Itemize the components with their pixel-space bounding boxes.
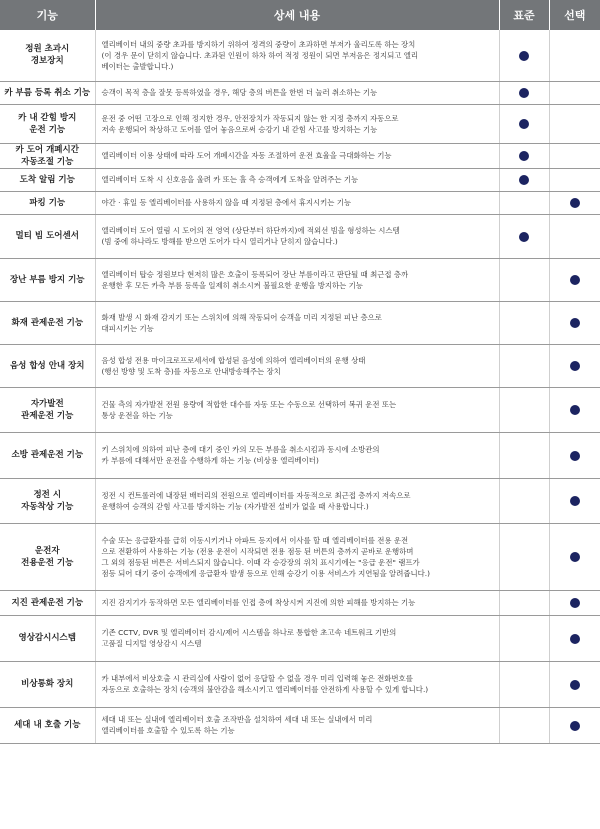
feature-name: 세대 내 호출 기능 [0, 707, 95, 743]
feature-name: 도착 알림 기능 [0, 168, 95, 191]
option-cell [549, 707, 600, 743]
standard-cell [499, 615, 549, 661]
option-cell [549, 590, 600, 615]
standard-cell [499, 478, 549, 523]
table-row [0, 30, 600, 81]
standard-dot-icon [519, 232, 529, 242]
option-cell [549, 661, 600, 707]
standard-cell [499, 523, 549, 590]
option-cell [549, 615, 600, 661]
feature-name: 비상통화 장치 [0, 661, 95, 707]
standard-cell [499, 432, 549, 478]
table-row [0, 143, 600, 168]
standard-cell [499, 258, 549, 301]
table-row [0, 661, 600, 707]
empty-cell [519, 198, 529, 208]
option-cell [549, 301, 600, 344]
table-row [0, 615, 600, 661]
table-row [0, 81, 600, 104]
feature-name: 카 내 갇힘 방지 운전 기능 [0, 104, 95, 143]
table-row [0, 523, 600, 590]
feature-description: 운전 중 어떤 고장으로 인해 정지한 경우, 안전장치가 작동되지 않는 한 지정 층까지 자동으로 저속 운행되어 착상하고 도어를 열어 놓음으로써 승강기 내 갇힘 사고를 방지하는 기능 [95, 104, 499, 143]
empty-cell [519, 451, 529, 461]
feature-name: 카 도어 개폐시간 자동조절 기능 [0, 143, 95, 168]
empty-cell [519, 496, 529, 506]
feature-name: 멀티 빔 도어센서 [0, 214, 95, 258]
feature-name: 소방 관제운전 기능 [0, 432, 95, 478]
empty-cell [570, 175, 580, 185]
feature-description: 야간 · 휴일 등 엘리베이터를 사용하지 않을 때 지정된 층에서 휴지시키는 기능 [95, 191, 499, 214]
feature-description: 세대 내 또는 실내에 엘리베이터 호출 조작반을 설치하여 세대 내 또는 실내에서 미리 엘리베이터를 호출할 수 있도록 하는 기능 [95, 707, 499, 743]
option-dot-icon [570, 361, 580, 371]
feature-description: 카 내부에서 비상호출 시 관리실에 사람이 없어 응답할 수 없을 경우 미리 입력해 놓은 전화번호를 자동으로 호출하는 장치 (승객의 불안감을 해소시키고 엘리베이터를 안전하게 사용할 수 있게 합니다.) [95, 661, 499, 707]
table-row [0, 387, 600, 432]
option-cell [549, 143, 600, 168]
table-row [0, 707, 600, 743]
option-dot-icon [570, 451, 580, 461]
feature-name: 화재 관제운전 기능 [0, 301, 95, 344]
empty-cell [570, 151, 580, 161]
empty-cell [519, 405, 529, 415]
table-row [0, 168, 600, 191]
standard-cell [499, 214, 549, 258]
feature-description: 엘리베이터 이용 상태에 따라 도어 개폐시간을 자동 조절하여 운전 효율을 극대화하는 기능 [95, 143, 499, 168]
feature-name: 영상감시시스템 [0, 615, 95, 661]
feature-description: 엘리베이터 도착 시 신호음을 울려 카 또는 홀 측 승객에게 도착을 알려주는 기능 [95, 168, 499, 191]
empty-cell [570, 51, 580, 61]
feature-name: 장난 부름 방지 기능 [0, 258, 95, 301]
feature-name: 운전자 전용운전 기능 [0, 523, 95, 590]
standard-cell [499, 707, 549, 743]
empty-cell [519, 634, 529, 644]
empty-cell [519, 680, 529, 690]
empty-cell [519, 552, 529, 562]
option-dot-icon [570, 405, 580, 415]
feature-name: 파킹 기능 [0, 191, 95, 214]
empty-cell [519, 721, 529, 731]
standard-cell [499, 191, 549, 214]
option-cell [549, 478, 600, 523]
table-row [0, 191, 600, 214]
feature-description: 지진 감지기가 동작하면 모든 엘리베이터를 인접 층에 착상시켜 지진에 의한 피해를 방지하는 기능 [95, 590, 499, 615]
standard-cell [499, 301, 549, 344]
standard-dot-icon [519, 175, 529, 185]
standard-cell [499, 168, 549, 191]
standard-cell [499, 661, 549, 707]
option-cell [549, 432, 600, 478]
table-row [0, 258, 600, 301]
empty-cell [519, 598, 529, 608]
table-row [0, 344, 600, 387]
standard-dot-icon [519, 119, 529, 129]
standard-cell [499, 344, 549, 387]
feature-description: 엘리베이터 도어 열림 시 도어의 전 영역 (상단부터 하단까지)에 적외선 빔을 형성하는 시스템 (빔 중에 하나라도 방해를 받으면 도어가 다시 열리거나 닫히지 않습니다.) [95, 214, 499, 258]
option-cell [549, 191, 600, 214]
feature-description: 승객이 목적 층을 잘못 등록하였을 경우, 해당 층의 버튼을 한번 더 눌러 취소하는 기능 [95, 81, 499, 104]
empty-cell [570, 88, 580, 98]
feature-description: 수술 또는 응급환자를 급히 이동시키거나 아파트 등지에서 이사를 할 때 엘리베이터를 전용 운전 으로 전환하여 사용하는 기능 (전용 운전이 시작되면 전용 점등 된 버튼의 층까지 곧바로 운행하며 그 외의 점등된 버튼은 서비스되지 않습니다. 이때 각 승강장의 위치 표시기에는 "응급 운전" 램프가 점등 되어 대기 중이 승객에게 응급환자 발생 등으로 인해 승강기 이용 서비스가 지연됨을 알려줍니다.) [95, 523, 499, 590]
standard-dot-icon [519, 51, 529, 61]
standard-cell [499, 590, 549, 615]
option-cell [549, 104, 600, 143]
table-row [0, 301, 600, 344]
header-option: 선택 [549, 0, 600, 30]
option-dot-icon [570, 634, 580, 644]
feature-name: 자가발전 관제운전 기능 [0, 387, 95, 432]
header-detail: 상세 내용 [95, 0, 499, 30]
option-dot-icon [570, 721, 580, 731]
option-cell [549, 168, 600, 191]
option-dot-icon [570, 680, 580, 690]
empty-cell [519, 318, 529, 328]
table-row [0, 478, 600, 523]
feature-name: 지진 관제운전 기능 [0, 590, 95, 615]
feature-name: 카 부름 등록 취소 기능 [0, 81, 95, 104]
header-feature: 기능 [0, 0, 95, 30]
feature-description: 음성 합성 전용 마이크로프로세서에 합성된 음성에 의하여 엘리베이터의 운행 상태 (행선 방향 및 도착 층)를 자동으로 안내방송해주는 장치 [95, 344, 499, 387]
option-dot-icon [570, 275, 580, 285]
table-header [0, 0, 600, 30]
feature-description: 키 스위치에 의하여 피난 층에 대기 중인 카의 모든 부름을 취소시킴과 동시에 소방관의 카 부름에 대해서만 운전을 수행하게 하는 기능 (비상용 엘리베이터) [95, 432, 499, 478]
feature-name: 정원 초과시 경보장치 [0, 30, 95, 81]
empty-cell [570, 232, 580, 242]
header-standard: 표준 [499, 0, 549, 30]
empty-cell [519, 361, 529, 371]
feature-name: 정전 시 자동착상 기능 [0, 478, 95, 523]
option-cell [549, 214, 600, 258]
option-cell [549, 523, 600, 590]
option-dot-icon [570, 496, 580, 506]
standard-cell [499, 81, 549, 104]
standard-dot-icon [519, 88, 529, 98]
standard-dot-icon [519, 151, 529, 161]
option-cell [549, 258, 600, 301]
feature-description: 건물 측의 자가발전 전원 용량에 적합한 대수를 자동 또는 수동으로 선택하여 복귀 운전 또는 통상 운전을 하는 기능 [95, 387, 499, 432]
standard-cell [499, 143, 549, 168]
option-dot-icon [570, 598, 580, 608]
standard-cell [499, 104, 549, 143]
standard-cell [499, 30, 549, 81]
feature-description: 엘리베이터 탑승 정원보다 현저히 많은 호출이 등록되어 장난 부름이라고 판단될 때 최근접 층까 운행한 후 모든 카측 부름 등록을 일제히 취소시켜 불필요한 운행을 방지하는 기능 [95, 258, 499, 301]
option-dot-icon [570, 318, 580, 328]
feature-description: 정전 시 컨트롤러에 내장된 배터리의 전원으로 엘리베이터를 자동적으로 최근접 층까지 저속으로 운행하여 승객의 갇힘 사고를 방지하는 기능 (자가발전 설비가 없을 때 사용합니다.) [95, 478, 499, 523]
table-body [0, 30, 600, 743]
option-cell [549, 387, 600, 432]
table-row [0, 104, 600, 143]
feature-description: 엘리베이터 내의 중량 초과를 방지하기 위하여 정격의 중량이 초과하면 부저가 울리도록 하는 장치 (이 경우 문이 닫히지 않습니다. 초과된 인원이 하차 하여 적정 정원이 되면 부저음은 정지되고 엘리 베이터는 출발합니다.) [95, 30, 499, 81]
table-row [0, 590, 600, 615]
option-cell [549, 81, 600, 104]
table-row [0, 214, 600, 258]
feature-description: 화재 발생 시 화재 감지기 또는 스위치에 의해 작동되어 승객을 미리 지정된 피난 층으로 대피시키는 기능 [95, 301, 499, 344]
empty-cell [519, 275, 529, 285]
standard-cell [499, 387, 549, 432]
feature-name: 음성 합성 안내 장치 [0, 344, 95, 387]
option-cell [549, 344, 600, 387]
empty-cell [570, 119, 580, 129]
feature-description: 기존 CCTV, DVR 및 엘리베이터 감시/제어 시스템을 하나로 통합한 초고속 네트워크 기반의 고품질 디지털 영상감시 시스템 [95, 615, 499, 661]
option-dot-icon [570, 198, 580, 208]
table-row [0, 432, 600, 478]
option-dot-icon [570, 552, 580, 562]
option-cell [549, 30, 600, 81]
